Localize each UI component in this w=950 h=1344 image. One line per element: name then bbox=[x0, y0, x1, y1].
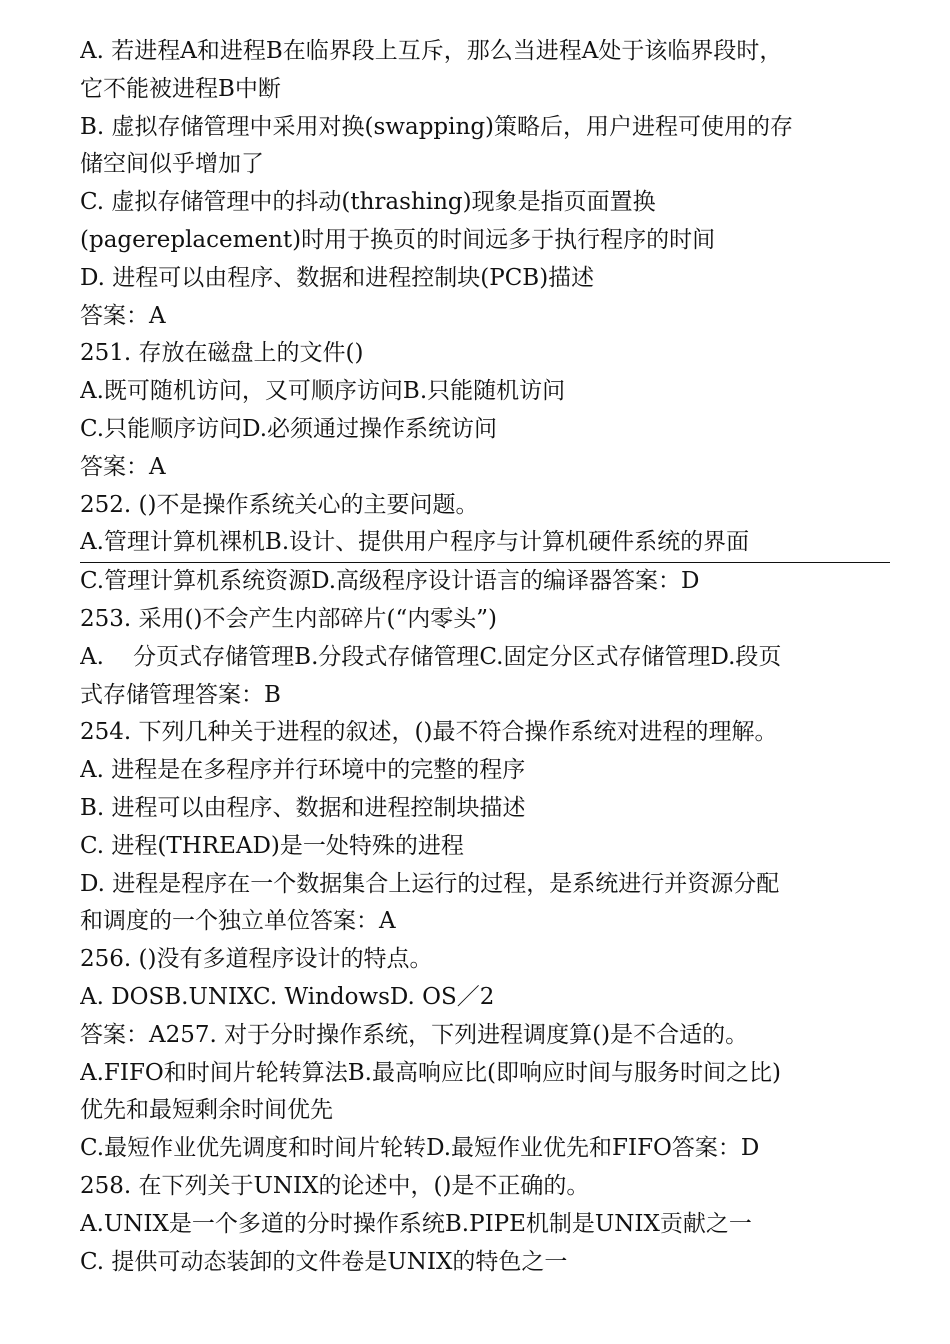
text-line: 优先和最短剩余时间优先 bbox=[80, 1097, 333, 1124]
text-line: (pagereplacement)时用于换页的时间远多于执行程序的时间 bbox=[80, 226, 716, 253]
text-line: 储空间似乎增加了 bbox=[80, 151, 264, 178]
text-line: A. 进程是在多程序并行环境中的完整的程序 bbox=[80, 757, 526, 784]
text-line: A. 分页式存储管理B.分段式存储管理C.固定分区式存储管理D.段页 bbox=[80, 643, 782, 670]
answer-line: 答案：A bbox=[80, 453, 166, 480]
question-258: 258. 在下列关于UNIX的论述中，()是不正确的。 bbox=[80, 1172, 590, 1199]
text-line: D. 进程可以由程序、数据和进程控制块(PCB)描述 bbox=[80, 264, 595, 291]
text-line: A.FIFO和时间片轮转算法B.最高响应比(即响应时间与服务时间之比) bbox=[80, 1059, 781, 1086]
text-line: C.管理计算机系统资源D.高级程序设计语言的编译器答案：D bbox=[80, 568, 700, 595]
text-line: A.既可随机访问，又可顺序访问B.只能随机访问 bbox=[80, 378, 566, 405]
text-line: 和调度的一个独立单位答案：A bbox=[80, 908, 396, 935]
question-251: 251. 存放在磁盘上的文件() bbox=[80, 340, 364, 367]
text-line: C. 虚拟存储管理中的抖动(thrashing)现象是指页面置换 bbox=[80, 189, 656, 216]
text-line: C.只能顺序访问D.必须通过操作系统访问 bbox=[80, 415, 498, 442]
question-254: 254. 下列几种关于进程的叙述，()最不符合操作系统对进程的理解。 bbox=[80, 719, 778, 746]
document-page bbox=[80, 33, 880, 1281]
text-line: B. 进程可以由程序、数据和进程控制块描述 bbox=[80, 794, 526, 821]
text-line: D. 进程是程序在一个数据集合上运行的过程，是系统进行并资源分配 bbox=[80, 870, 780, 897]
text-line: C.最短作业优先调度和时间片轮转D.最短作业优先和FIFO答案：D bbox=[80, 1135, 760, 1162]
answer-line: 答案：A bbox=[80, 302, 166, 329]
text-line: C. 提供可动态装卸的文件卷是UNIX的特色之一 bbox=[80, 1248, 568, 1275]
text-line: B. 虚拟存储管理中采用对换(swapping)策略后，用户进程可使用的存 bbox=[80, 113, 794, 140]
text-line: A.UNIX是一个多道的分时操作系统B.PIPE机制是UNIX贡献之一 bbox=[80, 1210, 752, 1237]
text-line: A. 若进程A和进程B在临界段上互斥，那么当进程A处于该临界段时， bbox=[80, 38, 783, 64]
text-line-underlined: A.管理计算机裸机B.设计、提供用户程序与计算机硬件系统的界面 bbox=[80, 524, 890, 563]
text-line: C. 进程(THREAD)是一处特殊的进程 bbox=[80, 832, 464, 859]
text-line: 答案：A257. 对于分时操作系统，下列进程调度算()是不合适的。 bbox=[80, 1021, 749, 1048]
text-line: 式存储管理答案：B bbox=[80, 681, 281, 708]
text-line: 它不能被进程B中断 bbox=[80, 75, 281, 102]
text-line: A. DOSB.UNIXC. WindowsD. OS／2 bbox=[80, 983, 495, 1010]
question-253: 253. 采用()不会产生内部碎片(“内零头”) bbox=[80, 605, 497, 632]
question-256: 256. ()没有多道程序设计的特点。 bbox=[80, 946, 433, 973]
question-252: 252. ()不是操作系统关心的主要问题。 bbox=[80, 491, 479, 518]
